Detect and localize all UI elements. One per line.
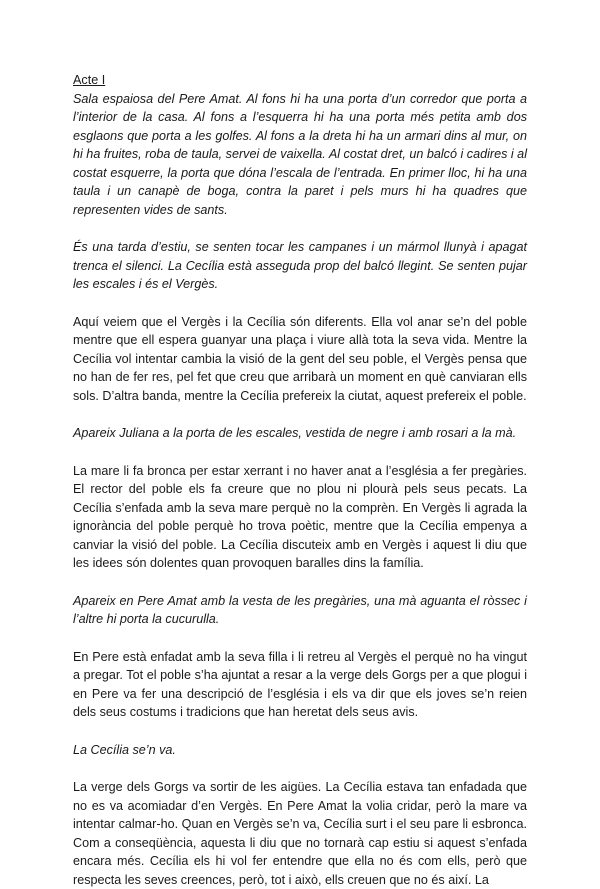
commentary-paragraph: La verge dels Gorgs va sortir de les aigües. La Cecília estava tan enfadada que no es va acomiadar d’en Vergès. En Pere Amat la volia cridar, però la mare va intentar calmar-ho. Quan en Vergès se’n va, Cecília surt i el seu pare li esbronca. Com a conseqüència, aquesta li diu que no tornarà cap estiu si aquest s’enfada encara més. Cecília els hi vol fer entendre que ella no és com ells, però que respecta les seves creences, però, tot i això, ells creuen que no és així. La — [73, 780, 527, 887]
stage-direction-afternoon: És una tarda d’estiu, se senten tocar les campanes i un mármol llunyà i apagat trenca el silenci. La Cecília està asseguda prop del balcó llegint. Se senten pujar les escales i és el Vergès. — [73, 240, 527, 291]
commentary-paragraph: La mare li fa bronca per estar xerrant i no haver anat a l’església a fer pregàries. El rector del poble els fa creure que no plou ni plourà pels seus pecats. La Cecília s’enfada amb la seva mare perquè no la comprèn. En Vergès li agrada la ignorància del poble perquè ho trova poètic, mentre que la Cecília empenya a canviar la visió del poble. La Cecília discuteix amb en Vergès i aquest li diu que les idees són dolentes quan provoquen baralles dins la família. — [73, 463, 527, 570]
stage-direction-juliana: Apareix Juliana a la porta de les escales, vestida de negre i amb rosari a la mà. — [73, 426, 517, 440]
stage-direction-cecilia-leaves: La Cecília se’n va. — [73, 742, 176, 757]
commentary-paragraph: Aquí veiem que el Vergès i la Cecília són diferents. Ella vol anar se’n del poble mentre que ell espera guanyar una plaça i viure allà tota la seva vida. Mentre la Cecília vol intentar cambia la visió de la gent del seu poble, el Vergès pensa que no han de fer res, pel fet que creu que arribarà un moment en què canviaran ells sols. D’altra banda, mentre la Cecília prefereix la ciutat, aquest prefereix el poble. — [73, 314, 527, 403]
commentary-paragraph: En Pere està enfadat amb la seva filla i li retreu al Vergès el perquè no ha vingut a pregar. Tot el poble s’ha ajuntat a resar a la verge dels Gorgs per a que plogui i en Pere va fer una descripció de l’església i els va dir que els joves se’n reien dels seus costums i tradicions que han heretat dels seus avis. — [73, 649, 527, 719]
stage-direction-pere-amat: Apareix en Pere Amat amb la vesta de les pregàries, una mà aguanta el ròssec i l’altre hi porta la cucurulla. — [73, 593, 527, 626]
act-heading: Acte I — [73, 73, 106, 87]
stage-direction-setting: Sala espaiosa del Pere Amat. Al fons hi ha una porta d’un corredor que porta a l’interior de la casa. Al fons a l’esquerra hi ha una porta més petita amb dos esglaons que porta a les golfes. Al fons a la dreta hi ha un armari dins al mur, on hi ha fruites, roba de taula, servei de vaixella. Al costat dret, un balcó i cadires i al costat esquerre, la porta que dóna l’escala de l’entrada. En primer lloc, hi ha una taula i un canapè de boga, contra la paret i pels murs hi ha quadres que representen vides de sants. — [73, 91, 527, 217]
